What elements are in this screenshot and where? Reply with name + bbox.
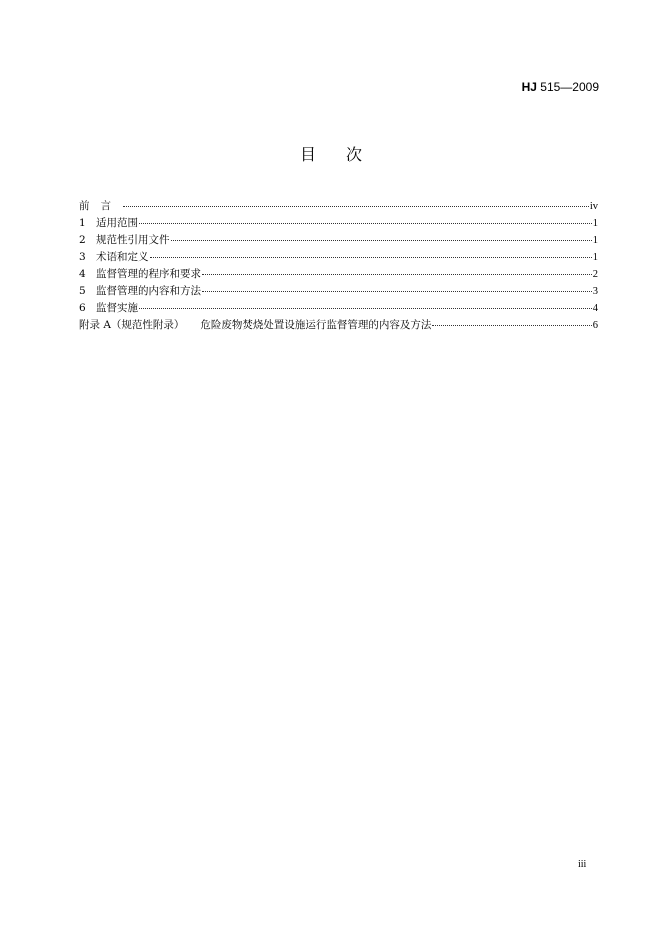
toc-entry-4[interactable] xyxy=(79,266,598,283)
toc-entry-foreword[interactable] xyxy=(79,198,598,215)
toc-entry-3[interactable] xyxy=(79,249,598,266)
toc-entry-label: 前言 xyxy=(79,200,122,212)
toc-entry-page: 2 xyxy=(592,269,598,280)
toc-entry-page: 4 xyxy=(592,303,598,314)
toc-entry-number: 1 xyxy=(79,217,86,229)
standard-number: 515—2009 xyxy=(540,80,599,94)
toc-entry-number: 2 xyxy=(79,234,86,246)
toc-entry-label: 监督管理的程序和要求 xyxy=(96,268,201,280)
toc-leader-dots xyxy=(150,257,592,258)
table-of-contents xyxy=(79,198,598,334)
page-number: iii xyxy=(578,859,587,870)
toc-entry-label: 适用范围 xyxy=(96,217,138,229)
page-title: 目次 xyxy=(299,145,392,164)
toc-leader-dots xyxy=(171,240,592,241)
toc-entry-page: 6 xyxy=(592,320,598,331)
toc-entry-label: 监督管理的内容和方法 xyxy=(96,285,201,297)
toc-leader-dots xyxy=(432,325,591,326)
toc-entry-6[interactable] xyxy=(79,300,598,317)
appendix-title: 危险废物焚烧处置设施运行监督管理的内容及方法 xyxy=(200,319,432,331)
standard-code: HJ xyxy=(521,80,537,94)
toc-entry-label: 术语和定义 xyxy=(96,251,149,263)
toc-entry-page: 1 xyxy=(592,235,598,246)
toc-entry-page: 3 xyxy=(592,286,598,297)
toc-entry-label: 规范性引用文件 xyxy=(96,234,170,246)
toc-entry-page: 1 xyxy=(592,252,598,263)
toc-entry-page: 1 xyxy=(592,218,598,229)
toc-entry-appendix-a[interactable] xyxy=(79,317,598,334)
toc-entry-label: 监督实施 xyxy=(96,302,138,314)
toc-leader-dots xyxy=(123,206,589,207)
toc-entry-page: iv xyxy=(589,201,598,212)
toc-leader-dots xyxy=(139,223,592,224)
toc-entry-2[interactable] xyxy=(79,232,598,249)
appendix-label: 附录 A（规范性附录） xyxy=(79,319,185,331)
toc-leader-dots xyxy=(139,308,592,309)
toc-entry-number: 3 xyxy=(79,251,86,263)
toc-leader-dots xyxy=(202,291,592,292)
toc-entry-1[interactable] xyxy=(79,215,598,232)
toc-entry-5[interactable] xyxy=(79,283,598,300)
standard-header xyxy=(522,80,599,94)
toc-entry-number: 4 xyxy=(79,268,86,280)
toc-entry-number: 5 xyxy=(79,285,86,297)
toc-leader-dots xyxy=(202,274,592,275)
toc-entry-number: 6 xyxy=(79,302,86,314)
